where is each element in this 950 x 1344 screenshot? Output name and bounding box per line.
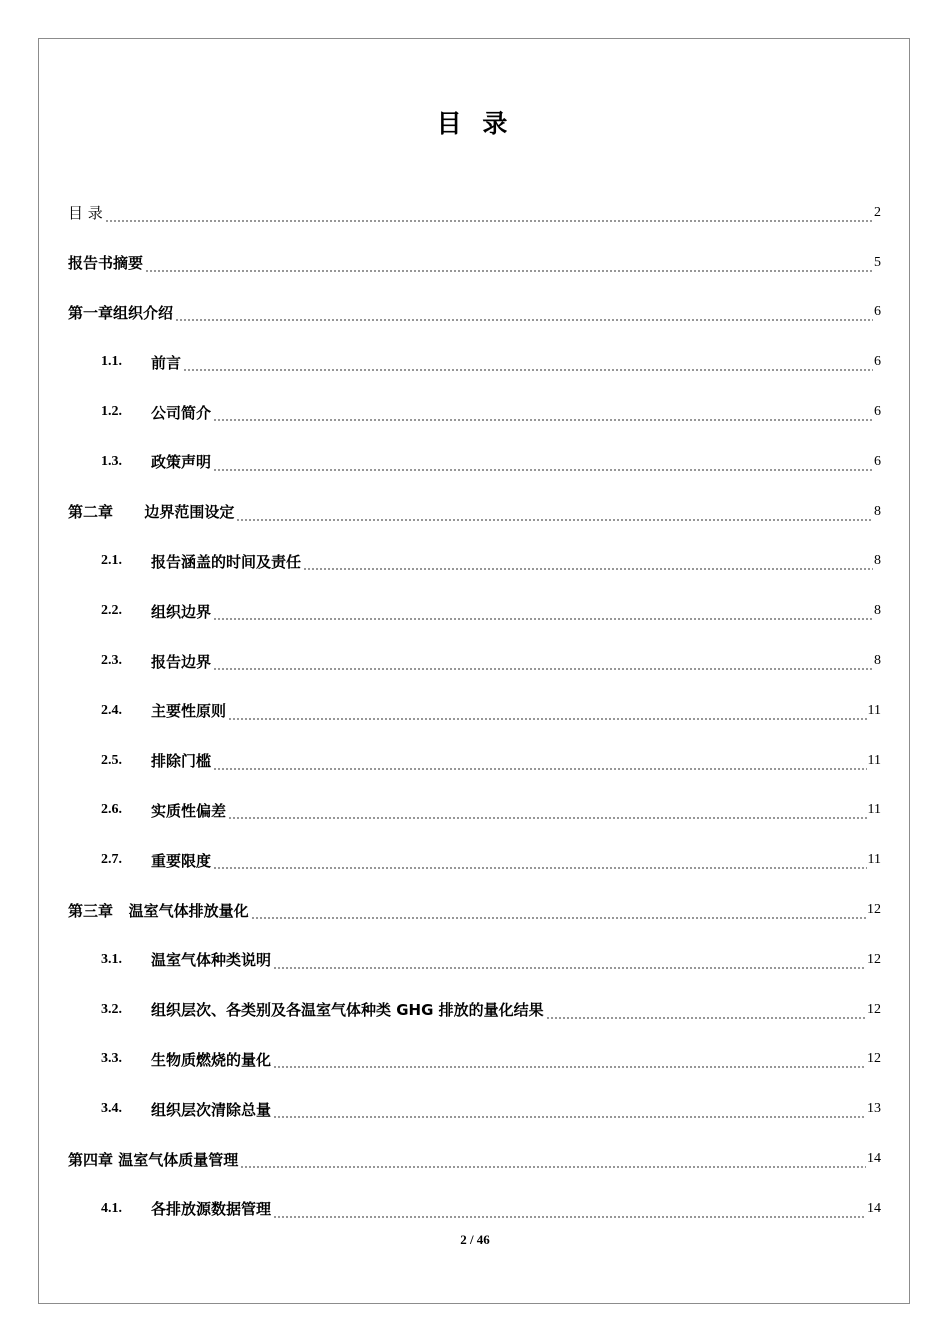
toc-entry[interactable] xyxy=(68,238,881,288)
toc-entry[interactable] xyxy=(68,1184,881,1234)
toc-entry-number: 3.2. xyxy=(101,1001,122,1017)
toc-entry[interactable] xyxy=(68,786,881,836)
dot-leader xyxy=(273,1054,866,1068)
toc-entry-number: 2.1. xyxy=(101,553,122,569)
toc-entry-page: 6 xyxy=(874,404,881,420)
toc-entry-page: 11 xyxy=(867,702,881,718)
toc-entry-page: 13 xyxy=(867,1101,881,1117)
toc-entry-label: 政策声明 xyxy=(151,453,212,472)
toc-entry-label: 报告边界 xyxy=(151,652,212,671)
toc-entry-page: 12 xyxy=(867,1051,881,1067)
toc-entry-label: 组织边界 xyxy=(151,602,212,621)
toc-entry-number: 3.4. xyxy=(101,1101,122,1117)
dot-leader xyxy=(183,357,873,371)
toc-entry[interactable] xyxy=(68,1035,881,1085)
toc-entry-number: 1.1. xyxy=(101,354,122,370)
toc-entry-page: 8 xyxy=(874,553,881,569)
toc-entry-label: 公司简介 xyxy=(151,403,212,422)
toc-entry-label: 主要性原则 xyxy=(151,702,227,721)
toc-entry[interactable] xyxy=(68,885,881,935)
toc-entry-number: 4.1. xyxy=(101,1200,122,1216)
toc-entry-page: 12 xyxy=(867,902,881,918)
page-number-footer: 2 / 46 xyxy=(460,1232,490,1247)
toc-entry-page: 14 xyxy=(867,1200,881,1216)
toc-entry-page: 2 xyxy=(874,204,881,220)
toc-entry[interactable] xyxy=(68,1084,881,1134)
dot-leader xyxy=(273,1104,866,1118)
dot-leader xyxy=(303,556,873,570)
toc-entry[interactable] xyxy=(68,636,881,686)
toc-entry-label: 各排放源数据管理 xyxy=(151,1200,272,1219)
dot-leader xyxy=(240,1154,866,1168)
dot-leader xyxy=(251,905,866,919)
toc-entry-number: 3.1. xyxy=(101,951,122,967)
toc-entry[interactable] xyxy=(68,686,881,736)
toc-entry-label: 第一章组织介绍 xyxy=(68,303,174,322)
dot-leader xyxy=(213,457,873,471)
toc-entry-number: 2.6. xyxy=(101,802,122,818)
toc-entry-page: 11 xyxy=(867,852,881,868)
toc-entry[interactable] xyxy=(68,288,881,338)
toc-entry-label: 生物质燃烧的量化 xyxy=(151,1050,272,1069)
toc-entry-label: 目 录 xyxy=(68,204,103,223)
toc-entry-label: 报告涵盖的时间及责任 xyxy=(151,552,302,571)
toc-entry[interactable] xyxy=(68,337,881,387)
dot-leader xyxy=(273,955,866,969)
toc-entry-page: 11 xyxy=(867,802,881,818)
toc-entry-page: 11 xyxy=(867,752,881,768)
dot-leader xyxy=(236,507,873,521)
toc-entry[interactable] xyxy=(68,188,881,238)
toc-entry-label: 实质性偏差 xyxy=(151,801,227,820)
toc-entry[interactable] xyxy=(68,487,881,537)
toc-entry-number: 1.2. xyxy=(101,404,122,420)
toc-entry-label: 组织层次、各类别及各温室气体种类 GHG 排放的量化结果 xyxy=(151,1001,544,1020)
toc-entry-label: 报告书摘要 xyxy=(68,254,144,273)
toc-entry-number: 2.7. xyxy=(101,852,122,868)
toc-entry-label: 重要限度 xyxy=(151,851,212,870)
dot-leader xyxy=(105,208,873,222)
dot-leader xyxy=(213,656,873,670)
dot-leader xyxy=(213,855,867,869)
toc-entry-page: 8 xyxy=(874,653,881,669)
toc-entry-label: 第四章 温室气体质量管理 xyxy=(68,1150,239,1169)
toc-entry-number: 2.4. xyxy=(101,702,122,718)
toc-entry[interactable] xyxy=(68,736,881,786)
dot-leader xyxy=(145,258,873,272)
dot-leader xyxy=(213,407,873,421)
dot-leader xyxy=(228,706,867,720)
toc-list xyxy=(68,188,881,1234)
toc-entry-label: 温室气体种类说明 xyxy=(151,951,272,970)
toc-entry-page: 14 xyxy=(867,1151,881,1167)
toc-entry-number: 1.3. xyxy=(101,453,122,469)
toc-entry-number: 2.5. xyxy=(101,752,122,768)
toc-entry-number: 2.2. xyxy=(101,603,122,619)
toc-entry-number: 3.3. xyxy=(101,1051,122,1067)
toc-entry[interactable] xyxy=(68,1134,881,1184)
dot-leader xyxy=(546,1005,866,1019)
toc-entry-page: 6 xyxy=(874,304,881,320)
toc-entry[interactable] xyxy=(68,437,881,487)
toc-entry-label: 组织层次清除总量 xyxy=(151,1100,272,1119)
toc-title: 目 录 xyxy=(436,109,514,138)
toc-entry-page: 12 xyxy=(867,951,881,967)
toc-entry[interactable] xyxy=(68,935,881,985)
dot-leader xyxy=(273,1204,866,1218)
dot-leader xyxy=(213,756,867,770)
dot-leader xyxy=(228,805,867,819)
toc-entry-page: 12 xyxy=(867,1001,881,1017)
toc-entry-page: 6 xyxy=(874,453,881,469)
toc-entry-label: 前言 xyxy=(151,353,182,372)
toc-entry-page: 8 xyxy=(874,503,881,519)
toc-entry[interactable] xyxy=(68,537,881,587)
toc-entry[interactable] xyxy=(68,387,881,437)
toc-entry-page: 5 xyxy=(874,254,881,270)
toc-entry-label: 第三章 温室气体排放量化 xyxy=(68,901,249,920)
toc-entry-label: 排除门槛 xyxy=(151,752,212,771)
dot-leader xyxy=(213,606,873,620)
toc-entry-page: 6 xyxy=(874,354,881,370)
toc-entry[interactable] xyxy=(68,835,881,885)
toc-entry-page: 8 xyxy=(874,603,881,619)
toc-entry-label: 第二章 边界范围设定 xyxy=(68,503,235,522)
dot-leader xyxy=(175,307,873,321)
toc-entry-number: 2.3. xyxy=(101,653,122,669)
toc-entry[interactable] xyxy=(68,985,881,1035)
toc-entry[interactable] xyxy=(68,586,881,636)
